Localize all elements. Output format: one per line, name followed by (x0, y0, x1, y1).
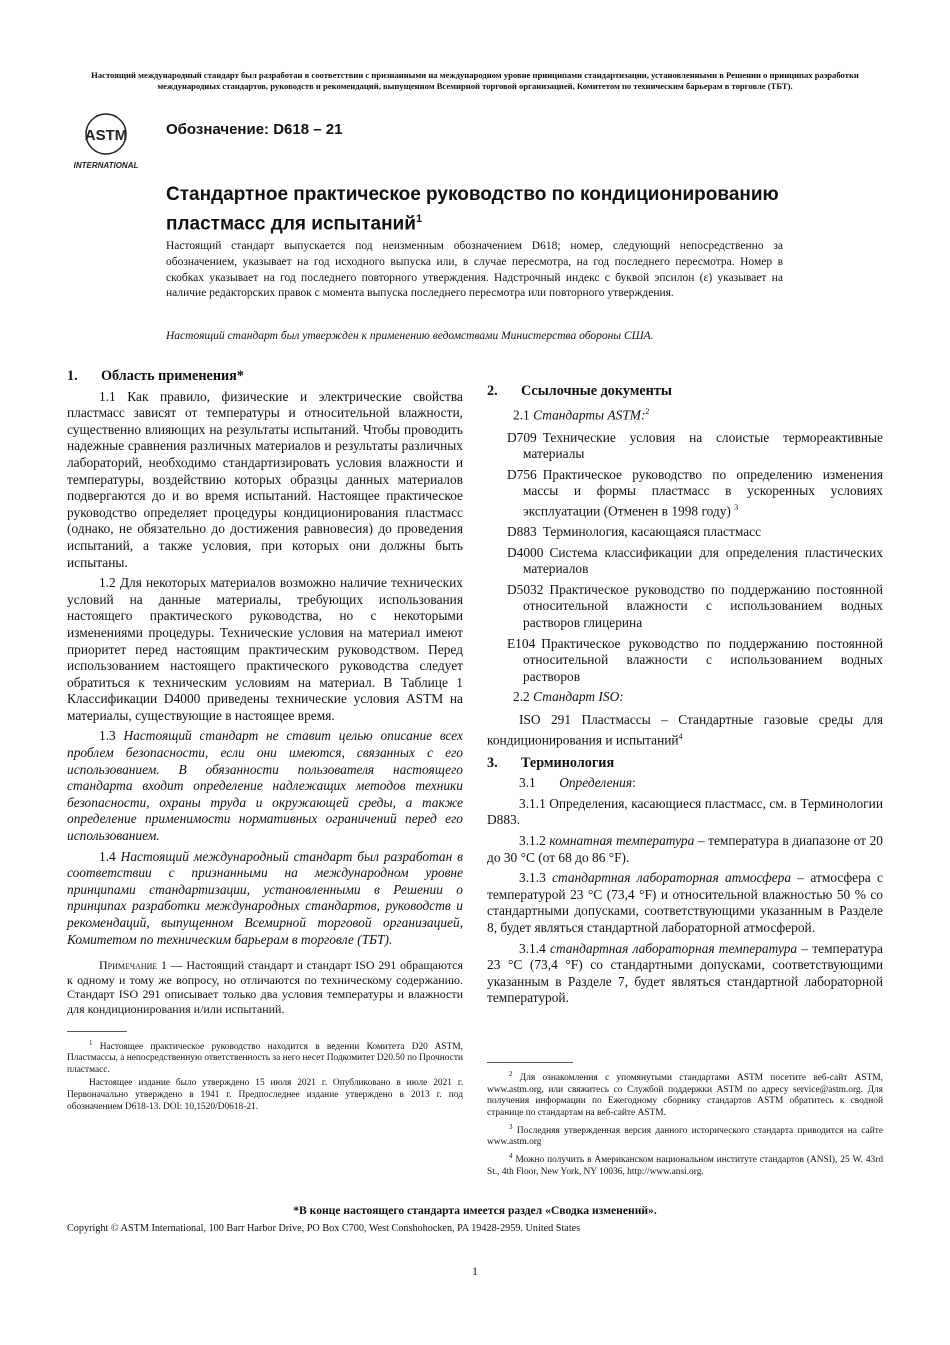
subsection-2-2: 2.2 Стандарт ISO: (513, 689, 624, 705)
note-1: Примечание 1 — Настоящий стандарт и стандарт ISO 291 обращаются к одному и тому же вопросу, но отличаются по техническому содержанию. Стандарт ISO 291 описывает только два условия температуры и влажности для кондиционирования и/или испытаний. (67, 958, 464, 1016)
astm-logo (64, 110, 148, 172)
international-standard-note: Настоящий международный стандарт был разработан в соответствии с признанными на международном уровне принципами стандартизации, установленными в Решении о принципах разработки международных стандартов, руководств и рекомендаций, выпущенном Всемирной торговой организацией, Комитетом по техническим барьерам в торговле (ТБТ). (91, 70, 859, 91)
footnote-2: $^2$ Для ознакомления с упомянутыми стандартами ASTM посетите веб-сайт ASTM, www.astm.org, или свяжитесь со Службой поддержки ASTM по адресу service@astm.org. Для получения информации по Ежегодному сборнику стандартов ASTM обратитесь к сводной странице по стандартам на веб-сайте ASTM. (487, 1070, 884, 1118)
para-1-1: 1.1 Как правило, физические и электрические свойства пластмасс зависят от температуры и относительной влажности, существенно влияющих на результаты испытаний. Чтобы проводить надежные сравнения различных материалов и результаты различных лабораторий, необходимо стандартизировать условия влажности и температуры, воздействию которых образцы данных материалов подвергаются до и во время испытаний. Настоящее практическое руководство определяет процедуры кондиционирования пластмасс (однако, не обязательно до достижения равновесия) до проведения испытаний, а также условия, при которых они должны быть испытаны. (67, 388, 463, 570)
right-column (487, 383, 883, 1011)
ref-d883: D883 Терминология, касающаяся пластмасс (507, 524, 762, 540)
footnote-divider (487, 1062, 573, 1063)
footnote-divider (67, 1031, 127, 1032)
para-1-2: 1.2 Для некоторых материалов возможно наличие технических условий на данные материалы, требующих использования настоящего практического руководства, но с некоторыми изменениями процедуры. Технические условия на материал имеют приоритет перед настоящим практическим руководством. Перед использованием настоящего практического руководства следует обратиться к техническим условиям на материал. В Таблице 1 Классификации D4000 приведены технические условия ASTM на материалы, существующие в настоящее время. (67, 575, 463, 723)
ref-d5032: D5032 Практическое руководство по поддержанию постоянной относительной влажности с использованием водных растворов глицерина (507, 581, 883, 631)
para-1-3: 1.3 Настоящий стандарт не ставит целью описание всех проблем безопасности, если они имеются, связанных с его использованием. В обязанности пользователя настоящего стандарта входит определение надлежащих методов техники безопасности, охраны труда и окружающей среды, а также определение применимости нормативных ограничений перед его использованием. (67, 728, 463, 844)
logo-subtext: INTERNATIONAL (73, 161, 139, 170)
copyright: Copyright © ASTM International, 100 Barr Harbor Drive, PO Box C700, West Conshohocken, PA 19428-2959. United States (67, 1223, 581, 1234)
summary-of-changes-note: *В конце настоящего стандарта имеется раздел «Сводка изменений». (293, 1204, 657, 1217)
title-footnote-mark: 1 (415, 213, 423, 225)
subsection-2-1: 2.1 Стандарты ASTM:$^2$ (513, 406, 650, 423)
left-column (67, 368, 463, 1115)
def-3-1-3: 3.1.3 стандартная лабораторная атмосфера – атмосфера с температурой 23 °C (73,4 °F) и относительной влажностью 50 % со стандартными допусками, соответствующими указанным в Разделе 8, будет являться стандартной лабораторной атмосферой. (487, 870, 883, 936)
def-3-1-2: 3.1.2 комнатная температура – температура в диапазоне от 20 до 30 °C (от 68 до 86 °F). (487, 833, 883, 865)
page-number: 1 (472, 1264, 478, 1278)
footnote-4: $^4$ Можно получить в Американском национальном институте стандартов (ANSI), 25 W. 43rd St., 4th Floor, New York, NY 10036, http://www.ansi.org. (487, 1151, 884, 1177)
approval-note: Настоящий стандарт был утвержден к применению ведомствами Министерства обороны США. (166, 330, 654, 342)
footnote-1-edition: Настоящее издание было утверждено 15 июля 2021 г. Опубликовано в июле 2021 г. Первоначально утверждено в 1941 г. Предпоследнее издание утверждено в 2013 г. под обозначением D618-13. DOI: 10,1520/D0618-21. (67, 1078, 463, 1112)
footnote-1: $^1$ Настоящее практическое руководство находится в ведении Комитета D20 ASTM, Пластмассы, а непосредственную ответственность за него несет Подкомитет D20.50 по Прочности пластмасс. (67, 1038, 463, 1075)
def-3-1-4: 3.1.4 стандартная лабораторная температура – температура 23 °C (73,4 °F) со стандартными допусками, соответствующими указанным в Разделе 7, будет являться стандартной лабораторной температурой. (487, 940, 883, 1006)
ref-d709: D709 Технические условия на слоистые термореактивные материалы (507, 429, 883, 462)
ref-d4000: D4000 Система классификации для определения пластических материалов (507, 544, 883, 577)
ref-iso-291: ISO 291 Пластмассы – Стандартные газовые среды для кондиционирования и испытаний$^4$ (487, 712, 883, 748)
section-1-heading: 1. Область применения* (67, 368, 244, 384)
def-3-1-1: 3.1.1 Определения, касающиеся пластмасс, см. в Терминологии D883. (487, 795, 883, 828)
section-2-heading: 2. Ссылочные документы (487, 383, 672, 399)
def-3-1: 3.1 Определения: (519, 775, 636, 791)
footnote-3: $^3$ Последняя утвержденная версия данного исторического стандарта приводится на сайте www.astm.org (487, 1122, 883, 1148)
logo-text: ASTM (84, 127, 128, 144)
document-title (166, 183, 806, 236)
ref-e104: E104 Практическое руководство по поддержанию постоянной относительной влажности с использованием водных растворов (507, 635, 883, 684)
ref-d756: D756 Практическое руководство по определению изменения массы и формы пластмасс в ускоренных условиях эксплуатации (Отменен в 1998 году) $^3$ (507, 466, 883, 519)
right-footnotes (487, 1062, 883, 1180)
section-3-heading: 3. Терминология (487, 754, 615, 771)
issue-note: Настоящий стандарт выпускается под неизменным обозначением D618; номер, следующий непосредственно за обозначением, указывает на год исходного выпуска или, в случае пересмотра, на год последнего пересмотра. Номер в скобках указывает на год последнего повторного утверждения. Надстрочный индекс с буквой эпсилон (ε) указывает на наличие редакторских правок с момента выпуска последнего пересмотра или повторного утверждения. (166, 240, 783, 300)
title-text: Стандартное практическое руководство по кондиционированию пластмасс для испытаний (166, 184, 779, 235)
designation: Обозначение: D618 – 21 (166, 121, 343, 138)
para-1-4: 1.4 Настоящий международный стандарт был разработан в соответствии с признанными на международном уровне принципами стандартизации, установленными в Решении о принципах разработки международных стандартов, руководств и рекомендаций, выпущенном Всемирной торговой организацией, Комитетом по техническим барьерам в торговле (ТБТ). (67, 848, 463, 947)
